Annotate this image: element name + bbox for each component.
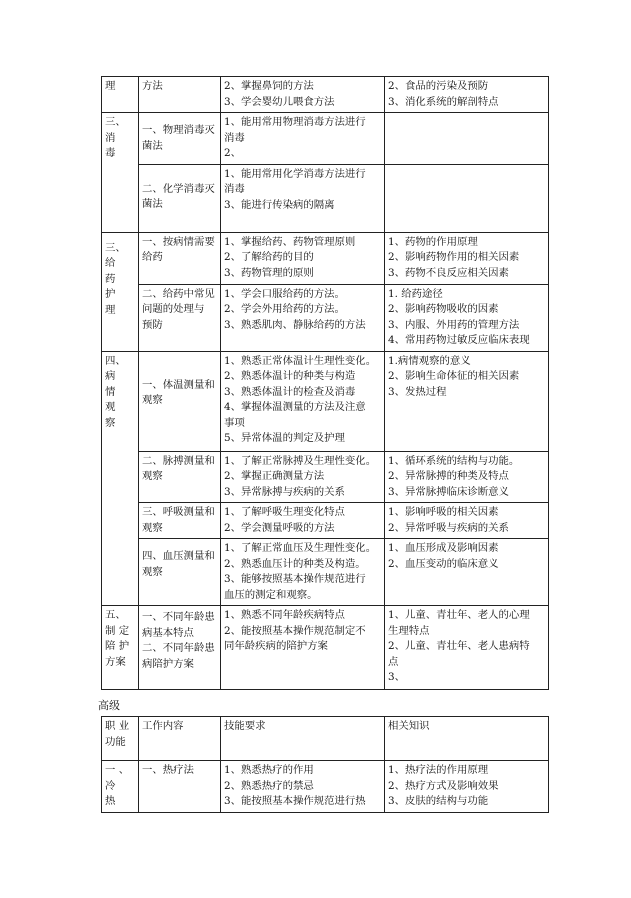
table-row [102,351,549,451]
function-cell: 四、 病 情 观 察 [102,351,139,606]
header-related-knowledge: 相关知识 [385,717,549,761]
work-content-cell: 一、热疗法 [139,761,221,813]
work-content-cell: 一、按病情需要 给药 [139,232,221,284]
knowledge-cell: 2、食品的污染及预防 3、消化系统的解剖特点 [385,77,549,113]
skill-cell: 1、学会口服给药的方法。 2、学会外用给药的方法。 3、熟悉肌肉、静脉给药的方法 [221,284,385,351]
skills-table-advanced [101,716,549,813]
table-row [102,503,549,539]
table-row [102,284,549,351]
table-row [102,761,549,813]
work-content-cell: 二、给药中常见 问题的处理与 预防 [139,284,221,351]
knowledge-cell [385,164,549,232]
knowledge-cell: 1、儿童、青壮年、老人的心理 生理特点 2、儿童、青壮年、老人患病特 点 3、 [385,606,549,690]
work-content-cell: 二、脉搏测量和 观察 [139,451,221,503]
table-row [102,113,549,165]
skill-cell: 1、能用常用物理消毒方法进行 消毒 2、 [221,113,385,165]
knowledge-cell: 1、循环系统的结构与功能。 2、异常脉搏的种类及特点 3、异常脉搏临床诊断意义 [385,451,549,503]
work-content-cell: 三、呼吸测量和 观察 [139,503,221,539]
header-skill-requirements: 技能要求 [221,717,385,761]
skill-cell: 1、熟悉不同年龄疾病特点 2、能按照基本操作规范制定不 同年龄疾病的陪护方案 [221,606,385,690]
skill-cell: 1、熟悉热疗的作用 2、熟悉热疗的禁忌 3、能按照基本操作规范进行热 [221,761,385,813]
knowledge-cell: 1、影响呼吸的相关因素 2、异常呼吸与疾病的关系 [385,503,549,539]
knowledge-cell [385,113,549,165]
skill-cell: 1、了解呼吸生理变化特点 2、学会测量呼吸的方法 [221,503,385,539]
skill-cell: 1、了解正常脉搏及生理性变化。 2、掌握正确测量方法 3、异常脉搏与疾病的关系 [221,451,385,503]
section-title-advanced: 高级 [98,699,120,712]
table-row [102,164,549,232]
table-row [102,606,549,690]
work-content-cell: 四、血压测量和 观察 [139,539,221,606]
work-content-cell: 一、物理消毒灭 菌法 [139,113,221,165]
table-row [102,232,549,284]
function-cell: 三、 给 药 护 理 [102,232,139,351]
header-function: 职 业 功能 [102,717,139,761]
function-cell: 五、 制 定 陪 护 方案 [102,606,139,690]
work-content-cell: 一、不同年龄患 病基本特点 二、不同年龄患 病陪护方案 [139,606,221,690]
knowledge-cell: 1、血压形成及影响因素 2、血压变动的临床意义 [385,539,549,606]
table-header-row [102,717,549,761]
table-row [102,451,549,503]
knowledge-cell: 1、热疗法的作用原理 2、热疗方式及影响效果 3、皮肤的结构与功能 [385,761,549,813]
skill-cell: 1、掌握给药、药物管理原则 2、了解给药的目的 3、药物管理的原则 [221,232,385,284]
function-cell: 理 [102,77,139,113]
knowledge-cell: 1、药物的作用原理 2、影响药物作用的相关因素 3、药物不良反应相关因素 [385,232,549,284]
skill-cell: 1、熟悉正常体温计生理性变化。 2、熟悉体温计的种类与构造 3、熟悉体温计的检查及消毒 4、掌握体温测量的方法及注意 事项 5、异常体温的判定及护理 [221,351,385,451]
work-content-cell: 方法 [139,77,221,113]
skill-cell: 1、能用常用化学消毒方法进行 消毒 3、能进行传染病的隔离 [221,164,385,232]
knowledge-cell: 1. 给药途径 2、影响药物吸收的因素 3、内服、外用药的管理方法 4、常用药物过敏反应临床表现 [385,284,549,351]
knowledge-cell: 1.病情观察的意义 2、影响生命体征的相关因素 3、发热过程 [385,351,549,451]
skill-cell: 2、掌握鼻饲的方法 3、学会婴幼儿喂食方法 [221,77,385,113]
table-row [102,539,549,606]
function-cell: 一 、 冷 热 [102,761,139,813]
header-work-content: 工作内容 [139,717,221,761]
skills-table-intermediate [101,76,549,690]
work-content-cell: 二、化学消毒灭 菌法 [139,164,221,232]
work-content-cell: 一、体温测量和 观察 [139,351,221,451]
table-row [102,77,549,113]
skill-cell: 1、了解正常血压及生理性变化。 2、熟悉血压计的种类及构造。 3、能够按照基本操作规范进行 血压的测定和观察。 [221,539,385,606]
function-cell: 三、 消 毒 [102,113,139,233]
